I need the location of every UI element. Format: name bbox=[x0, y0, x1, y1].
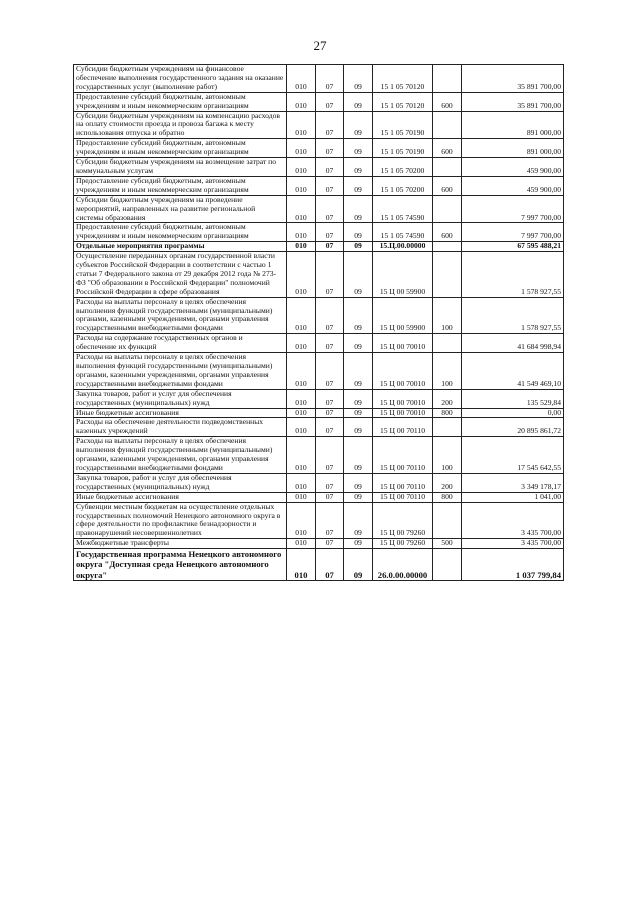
row-code-cell: 010 bbox=[287, 389, 316, 408]
row-section-cell: 07 bbox=[316, 242, 344, 252]
row-amount-cell: 17 545 642,55 bbox=[462, 437, 564, 474]
row-subsection-cell: 09 bbox=[344, 437, 373, 474]
row-section-cell: 07 bbox=[316, 65, 344, 93]
row-target-article-cell: 15 1 05 74590 bbox=[373, 223, 433, 242]
row-subsection-cell: 09 bbox=[344, 65, 373, 93]
row-expense-type-cell: 100 bbox=[433, 353, 462, 390]
table-row bbox=[74, 549, 564, 581]
row-name-cell: Субсидии бюджетным учреждениям на возмещение затрат по коммунальным услугам bbox=[74, 158, 287, 177]
row-code-cell: 010 bbox=[287, 549, 316, 581]
row-section-cell: 07 bbox=[316, 223, 344, 242]
row-amount-cell: 135 529,84 bbox=[462, 389, 564, 408]
row-amount-cell: 3 435 700,00 bbox=[462, 502, 564, 539]
row-name-cell: Расходы на содержание государственных органов и обеспечение их функций bbox=[74, 334, 287, 353]
row-code-cell: 010 bbox=[287, 418, 316, 437]
row-amount-cell: 3 349 178,17 bbox=[462, 473, 564, 492]
row-amount-cell: 35 891 700,00 bbox=[462, 65, 564, 93]
table-row bbox=[74, 176, 564, 195]
row-expense-type-cell bbox=[433, 65, 462, 93]
row-code-cell: 010 bbox=[287, 437, 316, 474]
row-section-cell: 07 bbox=[316, 502, 344, 539]
table-row bbox=[74, 437, 564, 474]
row-subsection-cell: 09 bbox=[344, 418, 373, 437]
row-subsection-cell: 09 bbox=[344, 492, 373, 502]
row-target-article-cell: 15 Ц 00 70110 bbox=[373, 437, 433, 474]
row-expense-type-cell: 600 bbox=[433, 139, 462, 158]
row-code-cell: 010 bbox=[287, 334, 316, 353]
row-amount-cell: 891 000,00 bbox=[462, 111, 564, 139]
row-target-article-cell: 15.Ц.00.00000 bbox=[373, 242, 433, 252]
budget-table-body bbox=[74, 65, 564, 581]
row-code-cell: 010 bbox=[287, 176, 316, 195]
row-amount-cell: 459 900,00 bbox=[462, 158, 564, 177]
row-code-cell: 010 bbox=[287, 65, 316, 93]
row-expense-type-cell bbox=[433, 158, 462, 177]
row-target-article-cell: 15 1 05 74590 bbox=[373, 195, 433, 223]
row-target-article-cell: 15 Ц 00 70110 bbox=[373, 492, 433, 502]
row-subsection-cell: 09 bbox=[344, 334, 373, 353]
row-target-article-cell: 15 1 05 70120 bbox=[373, 65, 433, 93]
row-subsection-cell: 09 bbox=[344, 297, 373, 334]
row-section-cell: 07 bbox=[316, 418, 344, 437]
row-expense-type-cell: 800 bbox=[433, 408, 462, 418]
row-amount-cell: 67 595 488,21 bbox=[462, 242, 564, 252]
table-row bbox=[74, 473, 564, 492]
table-row bbox=[74, 242, 564, 252]
row-subsection-cell: 09 bbox=[344, 195, 373, 223]
row-amount-cell: 891 000,00 bbox=[462, 139, 564, 158]
table-row bbox=[74, 158, 564, 177]
row-target-article-cell: 15 Ц 00 70010 bbox=[373, 334, 433, 353]
row-subsection-cell: 09 bbox=[344, 242, 373, 252]
row-name-cell: Отдельные мероприятия программы bbox=[74, 242, 287, 252]
row-target-article-cell: 15 1 05 70190 bbox=[373, 139, 433, 158]
row-subsection-cell: 09 bbox=[344, 252, 373, 298]
row-code-cell: 010 bbox=[287, 139, 316, 158]
row-code-cell: 010 bbox=[287, 297, 316, 334]
row-name-cell: Предоставление субсидий бюджетным, автономным учреждениям и иным некоммерческим организациям bbox=[74, 139, 287, 158]
row-subsection-cell: 09 bbox=[344, 111, 373, 139]
row-subsection-cell: 09 bbox=[344, 389, 373, 408]
table-row bbox=[74, 502, 564, 539]
table-row bbox=[74, 492, 564, 502]
row-name-cell: Расходы на выплаты персоналу в целях обеспечения выполнения функций государственными (муниципальными) органами, казенными учреждениями, органами управления государственными внебюджетными фондами bbox=[74, 297, 287, 334]
row-subsection-cell: 09 bbox=[344, 92, 373, 111]
row-name-cell: Закупка товаров, работ и услуг для обеспечения государственных (муниципальных) нужд bbox=[74, 389, 287, 408]
table-row bbox=[74, 353, 564, 390]
row-name-cell: Расходы на обеспечение деятельности подведомственных казенных учреждений bbox=[74, 418, 287, 437]
table-row bbox=[74, 418, 564, 437]
row-expense-type-cell: 600 bbox=[433, 92, 462, 111]
row-expense-type-cell bbox=[433, 549, 462, 581]
row-section-cell: 07 bbox=[316, 389, 344, 408]
row-target-article-cell: 15 Ц 00 79260 bbox=[373, 502, 433, 539]
table-row bbox=[74, 297, 564, 334]
row-name-cell: Субвенции местным бюджетам на осуществление отдельных государственных полномочий Ненецкого автономного округа в сфере деятельности по профилактике безнадзорности и правонарушений несовершеннолетних bbox=[74, 502, 287, 539]
row-target-article-cell: 15 Ц 00 59900 bbox=[373, 297, 433, 334]
row-section-cell: 07 bbox=[316, 158, 344, 177]
row-section-cell: 07 bbox=[316, 176, 344, 195]
row-amount-cell: 7 997 700,00 bbox=[462, 223, 564, 242]
row-subsection-cell: 09 bbox=[344, 539, 373, 549]
row-expense-type-cell: 100 bbox=[433, 437, 462, 474]
page-number: 27 bbox=[313, 38, 327, 53]
row-expense-type-cell: 500 bbox=[433, 539, 462, 549]
row-expense-type-cell bbox=[433, 418, 462, 437]
row-name-cell: Субсидии бюджетным учреждениям на финансовое обеспечение выполнения государственного задания на оказание государственных услуг (выполнение работ) bbox=[74, 65, 287, 93]
row-expense-type-cell: 100 bbox=[433, 297, 462, 334]
row-expense-type-cell bbox=[433, 242, 462, 252]
row-code-cell: 010 bbox=[287, 473, 316, 492]
row-section-cell: 07 bbox=[316, 353, 344, 390]
row-subsection-cell: 09 bbox=[344, 223, 373, 242]
row-name-cell: Закупка товаров, работ и услуг для обеспечения государственных (муниципальных) нужд bbox=[74, 473, 287, 492]
row-section-cell: 07 bbox=[316, 252, 344, 298]
row-code-cell: 010 bbox=[287, 92, 316, 111]
row-name-cell: Межбюджетные трансферты bbox=[74, 539, 287, 549]
row-expense-type-cell: 200 bbox=[433, 473, 462, 492]
row-expense-type-cell: 600 bbox=[433, 176, 462, 195]
row-amount-cell: 3 435 700,00 bbox=[462, 539, 564, 549]
row-target-article-cell: 15 Ц 00 59900 bbox=[373, 252, 433, 298]
row-expense-type-cell: 800 bbox=[433, 492, 462, 502]
row-name-cell: Субсидии бюджетным учреждениям на проведение мероприятий, направленных на развитие региональной системы образования bbox=[74, 195, 287, 223]
row-amount-cell: 7 997 700,00 bbox=[462, 195, 564, 223]
table-row bbox=[74, 334, 564, 353]
row-name-cell: Осуществление переданных органам государственной власти субъектов Российской Федерации в соответствии с частью 1 статьи 7 Федерального закона от 29 декабря 2012 года № 273-ФЗ "Об образовании в Российской Федерации" полномочий Российской Федерации в сфере образования bbox=[74, 252, 287, 298]
row-section-cell: 07 bbox=[316, 195, 344, 223]
row-section-cell: 07 bbox=[316, 334, 344, 353]
row-target-article-cell: 15 Ц 00 70010 bbox=[373, 389, 433, 408]
row-amount-cell: 20 895 861,72 bbox=[462, 418, 564, 437]
row-amount-cell: 1 037 799,84 bbox=[462, 549, 564, 581]
row-name-cell: Иные бюджетные ассигнования bbox=[74, 408, 287, 418]
row-expense-type-cell: 200 bbox=[433, 389, 462, 408]
row-name-cell: Расходы на выплаты персоналу в целях обеспечения выполнения функций государственными (муниципальными) органами, казенными учреждениями, органами управления государственными внебюджетными фондами bbox=[74, 437, 287, 474]
row-section-cell: 07 bbox=[316, 408, 344, 418]
row-code-cell: 010 bbox=[287, 539, 316, 549]
row-code-cell: 010 bbox=[287, 502, 316, 539]
row-section-cell: 07 bbox=[316, 549, 344, 581]
row-section-cell: 07 bbox=[316, 492, 344, 502]
row-subsection-cell: 09 bbox=[344, 353, 373, 390]
row-name-cell: Предоставление субсидий бюджетным, автономным учреждениям и иным некоммерческим организациям bbox=[74, 223, 287, 242]
row-code-cell: 010 bbox=[287, 223, 316, 242]
row-code-cell: 010 bbox=[287, 242, 316, 252]
row-name-cell: Иные бюджетные ассигнования bbox=[74, 492, 287, 502]
row-name-cell: Государственная программа Ненецкого автономного округа "Доступная среда Ненецкого автономного округа" bbox=[74, 549, 287, 581]
row-target-article-cell: 15 Ц 00 70010 bbox=[373, 353, 433, 390]
table-row bbox=[74, 389, 564, 408]
row-target-article-cell: 15 Ц 00 79260 bbox=[373, 539, 433, 549]
row-target-article-cell: 15 1 05 70200 bbox=[373, 176, 433, 195]
row-amount-cell: 459 900,00 bbox=[462, 176, 564, 195]
row-amount-cell: 35 891 700,00 bbox=[462, 92, 564, 111]
table-row bbox=[74, 539, 564, 549]
row-target-article-cell: 15 Ц 00 70110 bbox=[373, 418, 433, 437]
row-section-cell: 07 bbox=[316, 473, 344, 492]
table-row bbox=[74, 195, 564, 223]
table-row bbox=[74, 92, 564, 111]
row-target-article-cell: 15 Ц 00 70010 bbox=[373, 408, 433, 418]
row-section-cell: 07 bbox=[316, 139, 344, 158]
row-subsection-cell: 09 bbox=[344, 502, 373, 539]
row-section-cell: 07 bbox=[316, 437, 344, 474]
row-code-cell: 010 bbox=[287, 158, 316, 177]
row-subsection-cell: 09 bbox=[344, 176, 373, 195]
row-section-cell: 07 bbox=[316, 297, 344, 334]
row-expense-type-cell bbox=[433, 111, 462, 139]
budget-table bbox=[73, 64, 564, 581]
row-target-article-cell: 15 Ц 00 70110 bbox=[373, 473, 433, 492]
row-code-cell: 010 bbox=[287, 111, 316, 139]
row-expense-type-cell: 600 bbox=[433, 223, 462, 242]
row-amount-cell: 1 578 927,55 bbox=[462, 297, 564, 334]
row-code-cell: 010 bbox=[287, 353, 316, 390]
row-target-article-cell: 15 1 05 70190 bbox=[373, 111, 433, 139]
row-expense-type-cell bbox=[433, 502, 462, 539]
row-subsection-cell: 09 bbox=[344, 549, 373, 581]
row-amount-cell: 1 578 927,55 bbox=[462, 252, 564, 298]
row-code-cell: 010 bbox=[287, 252, 316, 298]
row-subsection-cell: 09 bbox=[344, 158, 373, 177]
row-subsection-cell: 09 bbox=[344, 408, 373, 418]
row-code-cell: 010 bbox=[287, 408, 316, 418]
row-expense-type-cell bbox=[433, 252, 462, 298]
row-subsection-cell: 09 bbox=[344, 139, 373, 158]
row-code-cell: 010 bbox=[287, 492, 316, 502]
row-expense-type-cell bbox=[433, 195, 462, 223]
row-section-cell: 07 bbox=[316, 111, 344, 139]
row-name-cell: Расходы на выплаты персоналу в целях обеспечения выполнения функций государственными (муниципальными) органами, казенными учреждениями, органами управления государственными внебюджетными фондами bbox=[74, 353, 287, 390]
row-amount-cell: 41 684 998,94 bbox=[462, 334, 564, 353]
row-amount-cell: 1 041,00 bbox=[462, 492, 564, 502]
row-subsection-cell: 09 bbox=[344, 473, 373, 492]
row-section-cell: 07 bbox=[316, 539, 344, 549]
row-name-cell: Предоставление субсидий бюджетным, автономным учреждениям и иным некоммерческим организациям bbox=[74, 176, 287, 195]
table-row bbox=[74, 65, 564, 93]
row-target-article-cell: 26.0.00.00000 bbox=[373, 549, 433, 581]
row-amount-cell: 41 549 469,10 bbox=[462, 353, 564, 390]
row-expense-type-cell bbox=[433, 334, 462, 353]
row-amount-cell: 0,00 bbox=[462, 408, 564, 418]
row-target-article-cell: 15 1 05 70200 bbox=[373, 158, 433, 177]
table-row bbox=[74, 139, 564, 158]
table-row bbox=[74, 408, 564, 418]
row-code-cell: 010 bbox=[287, 195, 316, 223]
table-row bbox=[74, 111, 564, 139]
row-name-cell: Предоставление субсидий бюджетным, автономным учреждениям и иным некоммерческим организациям bbox=[74, 92, 287, 111]
row-target-article-cell: 15 1 05 70120 bbox=[373, 92, 433, 111]
row-section-cell: 07 bbox=[316, 92, 344, 111]
table-row bbox=[74, 223, 564, 242]
table-row bbox=[74, 252, 564, 298]
row-name-cell: Субсидии бюджетным учреждениям на компенсацию расходов на оплату стоимости проезда и провоза багажа к месту использования отпуска и обратно bbox=[74, 111, 287, 139]
